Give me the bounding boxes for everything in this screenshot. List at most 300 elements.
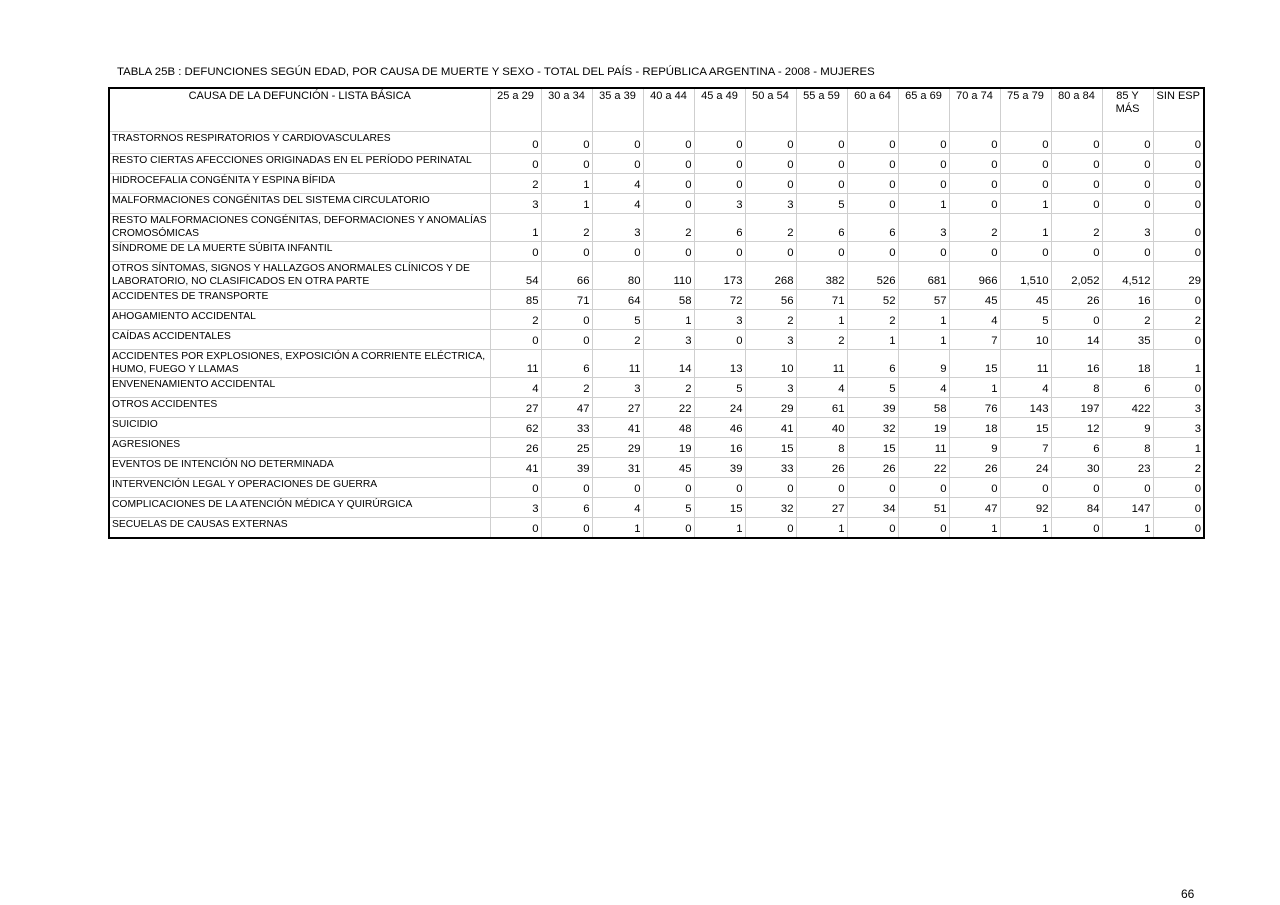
- value-cell: 34: [847, 498, 898, 518]
- value-cell: 24: [694, 398, 745, 418]
- value-cell: 39: [541, 458, 592, 478]
- value-cell: 3: [1102, 214, 1153, 242]
- value-cell: 1: [694, 518, 745, 539]
- value-cell: 41: [592, 418, 643, 438]
- value-cell: 0: [1000, 478, 1051, 498]
- value-cell: 0: [1000, 174, 1051, 194]
- value-cell: 0: [643, 194, 694, 214]
- value-cell: 57: [898, 290, 949, 310]
- value-cell: 0: [1153, 498, 1204, 518]
- value-cell: 27: [490, 398, 541, 418]
- value-cell: 26: [796, 458, 847, 478]
- table-row: [109, 214, 1204, 242]
- cause-cell: SUICIDIO: [109, 418, 490, 438]
- value-cell: 1: [592, 518, 643, 539]
- value-cell: 1,510: [1000, 262, 1051, 290]
- value-cell: 1: [541, 174, 592, 194]
- value-cell: 173: [694, 262, 745, 290]
- value-cell: 35: [1102, 330, 1153, 350]
- value-cell: 1: [643, 310, 694, 330]
- value-cell: 0: [949, 194, 1000, 214]
- value-cell: 58: [898, 398, 949, 418]
- value-cell: 0: [694, 330, 745, 350]
- deaths-table: [108, 87, 1205, 539]
- value-cell: 0: [1153, 154, 1204, 174]
- value-cell: 45: [643, 458, 694, 478]
- value-cell: 3: [745, 330, 796, 350]
- value-cell: 966: [949, 262, 1000, 290]
- value-cell: 3: [592, 378, 643, 398]
- value-cell: 14: [643, 350, 694, 378]
- value-cell: 92: [1000, 498, 1051, 518]
- value-cell: 8: [796, 438, 847, 458]
- table-row: [109, 262, 1204, 290]
- value-cell: 84: [1051, 498, 1102, 518]
- value-cell: 0: [847, 174, 898, 194]
- value-cell: 8: [1102, 438, 1153, 458]
- value-cell: 0: [949, 174, 1000, 194]
- value-cell: 2: [643, 378, 694, 398]
- value-cell: 0: [541, 478, 592, 498]
- value-cell: 0: [643, 478, 694, 498]
- value-cell: 0: [898, 174, 949, 194]
- value-cell: 29: [745, 398, 796, 418]
- value-cell: 3: [490, 194, 541, 214]
- header-age-group: 70 a 74: [949, 88, 1000, 132]
- value-cell: 0: [541, 132, 592, 154]
- cause-cell: AHOGAMIENTO ACCIDENTAL: [109, 310, 490, 330]
- cause-cell: SECUELAS DE CAUSAS EXTERNAS: [109, 518, 490, 539]
- value-cell: 29: [1153, 262, 1204, 290]
- value-cell: 2: [1102, 310, 1153, 330]
- header-age-group: 55 a 59: [796, 88, 847, 132]
- table-title: TABLA 25B : DEFUNCIONES SEGÚN EDAD, POR CAUSA DE MUERTE Y SEXO - TOTAL DEL PAÍS - REPÚBLICA ARGENTINA - 2008 - MUJERES: [117, 66, 875, 78]
- table-row: [109, 330, 1204, 350]
- value-cell: 0: [796, 242, 847, 262]
- value-cell: 3: [1153, 418, 1204, 438]
- value-cell: 0: [490, 242, 541, 262]
- value-cell: 45: [949, 290, 1000, 310]
- value-cell: 3: [592, 214, 643, 242]
- value-cell: 422: [1102, 398, 1153, 418]
- value-cell: 25: [541, 438, 592, 458]
- value-cell: 4: [949, 310, 1000, 330]
- value-cell: 0: [745, 132, 796, 154]
- value-cell: 0: [1153, 214, 1204, 242]
- value-cell: 1: [949, 378, 1000, 398]
- header-cause: CAUSA DE LA DEFUNCIÓN - LISTA BÁSICA: [188, 90, 411, 102]
- value-cell: 2: [541, 214, 592, 242]
- header-age-group: 40 a 44: [643, 88, 694, 132]
- value-cell: 23: [1102, 458, 1153, 478]
- value-cell: 681: [898, 262, 949, 290]
- cause-cell: SÍNDROME DE LA MUERTE SÚBITA INFANTIL: [109, 242, 490, 262]
- value-cell: 6: [847, 214, 898, 242]
- value-cell: 9: [949, 438, 1000, 458]
- value-cell: 0: [643, 242, 694, 262]
- table-row: [109, 498, 1204, 518]
- value-cell: 3: [694, 310, 745, 330]
- header-age-group: 50 a 54: [745, 88, 796, 132]
- value-cell: 0: [1051, 242, 1102, 262]
- table-row: [109, 418, 1204, 438]
- value-cell: 0: [694, 478, 745, 498]
- value-cell: 9: [898, 350, 949, 378]
- value-cell: 0: [490, 154, 541, 174]
- value-cell: 0: [1051, 132, 1102, 154]
- value-cell: 1: [1000, 518, 1051, 539]
- table-row: [109, 154, 1204, 174]
- value-cell: 4: [490, 378, 541, 398]
- header-age-group: 80 a 84: [1051, 88, 1102, 132]
- cause-cell: OTROS SÍNTOMAS, SIGNOS Y HALLAZGOS ANORMALES CLÍNICOS Y DE LABORATORIO, NO CLASIFICADOS EN OTRA PARTE: [109, 262, 490, 290]
- value-cell: 0: [592, 242, 643, 262]
- value-cell: 39: [694, 458, 745, 478]
- value-cell: 268: [745, 262, 796, 290]
- table-row: [109, 378, 1204, 398]
- header-age-group: 35 a 39: [592, 88, 643, 132]
- cause-cell: TRASTORNOS RESPIRATORIOS Y CARDIOVASCULARES: [109, 132, 490, 154]
- value-cell: 4: [796, 378, 847, 398]
- value-cell: 39: [847, 398, 898, 418]
- value-cell: 4: [1000, 378, 1051, 398]
- value-cell: 0: [1051, 518, 1102, 539]
- value-cell: 30: [1051, 458, 1102, 478]
- value-cell: 27: [592, 398, 643, 418]
- value-cell: 1: [898, 194, 949, 214]
- value-cell: 0: [1153, 478, 1204, 498]
- value-cell: 5: [694, 378, 745, 398]
- value-cell: 1: [796, 310, 847, 330]
- cause-cell: ENVENENAMIENTO ACCIDENTAL: [109, 378, 490, 398]
- value-cell: 0: [1102, 174, 1153, 194]
- value-cell: 72: [694, 290, 745, 310]
- value-cell: 0: [1153, 518, 1204, 539]
- value-cell: 8: [1051, 378, 1102, 398]
- value-cell: 5: [643, 498, 694, 518]
- header-age-group: 85 Y MÁS: [1102, 88, 1153, 132]
- value-cell: 0: [949, 132, 1000, 154]
- header-age-group: SIN ESP: [1153, 88, 1204, 132]
- value-cell: 71: [541, 290, 592, 310]
- value-cell: 3: [694, 194, 745, 214]
- value-cell: 76: [949, 398, 1000, 418]
- value-cell: 0: [745, 242, 796, 262]
- value-cell: 2,052: [1051, 262, 1102, 290]
- value-cell: 1: [847, 330, 898, 350]
- value-cell: 11: [898, 438, 949, 458]
- table-row: [109, 194, 1204, 214]
- value-cell: 0: [541, 154, 592, 174]
- value-cell: 6: [694, 214, 745, 242]
- table-header-row: [109, 88, 1204, 132]
- value-cell: 2: [847, 310, 898, 330]
- value-cell: 4,512: [1102, 262, 1153, 290]
- value-cell: 0: [541, 242, 592, 262]
- value-cell: 0: [1051, 174, 1102, 194]
- header-age-group: 25 a 29: [490, 88, 541, 132]
- value-cell: 15: [745, 438, 796, 458]
- value-cell: 0: [490, 518, 541, 539]
- value-cell: 0: [745, 154, 796, 174]
- cause-cell: INTERVENCIÓN LEGAL Y OPERACIONES DE GUERRA: [109, 478, 490, 498]
- value-cell: 41: [745, 418, 796, 438]
- value-cell: 71: [796, 290, 847, 310]
- value-cell: 61: [796, 398, 847, 418]
- value-cell: 47: [541, 398, 592, 418]
- cause-cell: RESTO CIERTAS AFECCIONES ORIGINADAS EN EL PERÍODO PERINATAL: [109, 154, 490, 174]
- value-cell: 0: [847, 154, 898, 174]
- value-cell: 1: [1153, 438, 1204, 458]
- value-cell: 1: [898, 310, 949, 330]
- value-cell: 62: [490, 418, 541, 438]
- value-cell: 6: [541, 498, 592, 518]
- value-cell: 2: [745, 214, 796, 242]
- value-cell: 1: [1153, 350, 1204, 378]
- table-row: [109, 132, 1204, 154]
- header-age-group: 75 a 79: [1000, 88, 1051, 132]
- value-cell: 143: [1000, 398, 1051, 418]
- value-cell: 1: [541, 194, 592, 214]
- value-cell: 0: [1102, 194, 1153, 214]
- value-cell: 0: [643, 518, 694, 539]
- table-row: [109, 174, 1204, 194]
- value-cell: 0: [1051, 478, 1102, 498]
- table-row: [109, 290, 1204, 310]
- value-cell: 0: [694, 174, 745, 194]
- table-row: [109, 478, 1204, 498]
- value-cell: 33: [745, 458, 796, 478]
- value-cell: 1: [949, 518, 1000, 539]
- value-cell: 26: [847, 458, 898, 478]
- value-cell: 15: [1000, 418, 1051, 438]
- value-cell: 6: [541, 350, 592, 378]
- value-cell: 4: [898, 378, 949, 398]
- value-cell: 15: [949, 350, 1000, 378]
- value-cell: 2: [592, 330, 643, 350]
- value-cell: 22: [643, 398, 694, 418]
- value-cell: 10: [1000, 330, 1051, 350]
- value-cell: 51: [898, 498, 949, 518]
- value-cell: 5: [847, 378, 898, 398]
- value-cell: 0: [796, 478, 847, 498]
- value-cell: 0: [694, 242, 745, 262]
- value-cell: 7: [1000, 438, 1051, 458]
- value-cell: 33: [541, 418, 592, 438]
- value-cell: 11: [1000, 350, 1051, 378]
- value-cell: 0: [1153, 174, 1204, 194]
- value-cell: 64: [592, 290, 643, 310]
- value-cell: 0: [796, 132, 847, 154]
- table-row: [109, 350, 1204, 378]
- cause-cell: OTROS ACCIDENTES: [109, 398, 490, 418]
- value-cell: 1: [1000, 194, 1051, 214]
- value-cell: 0: [1153, 132, 1204, 154]
- value-cell: 0: [949, 154, 1000, 174]
- value-cell: 13: [694, 350, 745, 378]
- value-cell: 31: [592, 458, 643, 478]
- header-age-group: 30 a 34: [541, 88, 592, 132]
- value-cell: 0: [796, 174, 847, 194]
- value-cell: 29: [592, 438, 643, 458]
- value-cell: 0: [1051, 310, 1102, 330]
- value-cell: 2: [1153, 310, 1204, 330]
- value-cell: 4: [592, 174, 643, 194]
- value-cell: 0: [1153, 290, 1204, 310]
- value-cell: 2: [490, 310, 541, 330]
- table-row: [109, 518, 1204, 539]
- value-cell: 0: [694, 154, 745, 174]
- value-cell: 19: [643, 438, 694, 458]
- value-cell: 80: [592, 262, 643, 290]
- value-cell: 0: [1051, 154, 1102, 174]
- value-cell: 9: [1102, 418, 1153, 438]
- value-cell: 0: [1102, 478, 1153, 498]
- value-cell: 85: [490, 290, 541, 310]
- value-cell: 16: [1051, 350, 1102, 378]
- value-cell: 0: [1000, 154, 1051, 174]
- value-cell: 0: [643, 154, 694, 174]
- value-cell: 15: [694, 498, 745, 518]
- value-cell: 0: [796, 154, 847, 174]
- value-cell: 2: [541, 378, 592, 398]
- value-cell: 6: [796, 214, 847, 242]
- value-cell: 26: [1051, 290, 1102, 310]
- value-cell: 0: [1000, 242, 1051, 262]
- value-cell: 27: [796, 498, 847, 518]
- cause-cell: ACCIDENTES DE TRANSPORTE: [109, 290, 490, 310]
- table-row: [109, 398, 1204, 418]
- cause-cell: EVENTOS DE INTENCIÓN NO DETERMINADA: [109, 458, 490, 478]
- value-cell: 0: [592, 478, 643, 498]
- header-age-group: 60 a 64: [847, 88, 898, 132]
- cause-cell: MALFORMACIONES CONGÉNITAS DEL SISTEMA CIRCULATORIO: [109, 194, 490, 214]
- value-cell: 0: [592, 132, 643, 154]
- value-cell: 26: [490, 438, 541, 458]
- value-cell: 3: [490, 498, 541, 518]
- value-cell: 0: [490, 132, 541, 154]
- value-cell: 197: [1051, 398, 1102, 418]
- value-cell: 16: [694, 438, 745, 458]
- value-cell: 0: [898, 478, 949, 498]
- value-cell: 110: [643, 262, 694, 290]
- table-row: [109, 310, 1204, 330]
- value-cell: 0: [541, 310, 592, 330]
- value-cell: 0: [847, 242, 898, 262]
- value-cell: 2: [490, 174, 541, 194]
- value-cell: 11: [592, 350, 643, 378]
- value-cell: 0: [1102, 242, 1153, 262]
- value-cell: 12: [1051, 418, 1102, 438]
- value-cell: 0: [745, 478, 796, 498]
- table-row: [109, 458, 1204, 478]
- value-cell: 52: [847, 290, 898, 310]
- value-cell: 0: [1153, 194, 1204, 214]
- cause-cell: ACCIDENTES POR EXPLOSIONES, EXPOSICIÓN A CORRIENTE ELÉCTRICA, HUMO, FUEGO Y LLAMAS: [109, 350, 490, 378]
- value-cell: 0: [745, 518, 796, 539]
- value-cell: 3: [745, 194, 796, 214]
- value-cell: 3: [898, 214, 949, 242]
- value-cell: 0: [898, 154, 949, 174]
- value-cell: 5: [1000, 310, 1051, 330]
- value-cell: 48: [643, 418, 694, 438]
- value-cell: 24: [1000, 458, 1051, 478]
- table-row: [109, 242, 1204, 262]
- table-row: [109, 438, 1204, 458]
- cause-cell: CAÍDAS ACCIDENTALES: [109, 330, 490, 350]
- value-cell: 1: [898, 330, 949, 350]
- value-cell: 0: [490, 330, 541, 350]
- value-cell: 6: [847, 350, 898, 378]
- value-cell: 3: [643, 330, 694, 350]
- value-cell: 2: [1051, 214, 1102, 242]
- value-cell: 2: [643, 214, 694, 242]
- value-cell: 32: [847, 418, 898, 438]
- value-cell: 2: [745, 310, 796, 330]
- header-age-group: 65 a 69: [898, 88, 949, 132]
- value-cell: 0: [1051, 194, 1102, 214]
- value-cell: 7: [949, 330, 1000, 350]
- value-cell: 0: [949, 242, 1000, 262]
- value-cell: 58: [643, 290, 694, 310]
- value-cell: 382: [796, 262, 847, 290]
- value-cell: 0: [1153, 330, 1204, 350]
- value-cell: 18: [949, 418, 1000, 438]
- value-cell: 45: [1000, 290, 1051, 310]
- value-cell: 6: [1102, 378, 1153, 398]
- value-cell: 41: [490, 458, 541, 478]
- value-cell: 0: [643, 174, 694, 194]
- value-cell: 0: [847, 132, 898, 154]
- value-cell: 6: [1051, 438, 1102, 458]
- value-cell: 0: [541, 330, 592, 350]
- value-cell: 1: [1000, 214, 1051, 242]
- value-cell: 47: [949, 498, 1000, 518]
- value-cell: 0: [694, 132, 745, 154]
- value-cell: 19: [898, 418, 949, 438]
- value-cell: 0: [490, 478, 541, 498]
- value-cell: 4: [592, 194, 643, 214]
- value-cell: 0: [898, 518, 949, 539]
- value-cell: 11: [796, 350, 847, 378]
- value-cell: 2: [796, 330, 847, 350]
- value-cell: 5: [796, 194, 847, 214]
- header-age-group: 45 a 49: [694, 88, 745, 132]
- value-cell: 40: [796, 418, 847, 438]
- cause-cell: RESTO MALFORMACIONES CONGÉNITAS, DEFORMACIONES Y ANOMALÍAS CROMOSÓMICAS: [109, 214, 490, 242]
- value-cell: 0: [847, 518, 898, 539]
- value-cell: 26: [949, 458, 1000, 478]
- cause-cell: AGRESIONES: [109, 438, 490, 458]
- value-cell: 0: [1153, 378, 1204, 398]
- value-cell: 18: [1102, 350, 1153, 378]
- value-cell: 2: [1153, 458, 1204, 478]
- value-cell: 0: [1102, 132, 1153, 154]
- value-cell: 0: [847, 194, 898, 214]
- value-cell: 46: [694, 418, 745, 438]
- value-cell: 526: [847, 262, 898, 290]
- value-cell: 22: [898, 458, 949, 478]
- value-cell: 11: [490, 350, 541, 378]
- value-cell: 147: [1102, 498, 1153, 518]
- value-cell: 0: [643, 132, 694, 154]
- value-cell: 0: [847, 478, 898, 498]
- value-cell: 14: [1051, 330, 1102, 350]
- value-cell: 1: [490, 214, 541, 242]
- value-cell: 0: [1102, 154, 1153, 174]
- value-cell: 0: [745, 174, 796, 194]
- cause-cell: COMPLICACIONES DE LA ATENCIÓN MÉDICA Y QUIRÚRGICA: [109, 498, 490, 518]
